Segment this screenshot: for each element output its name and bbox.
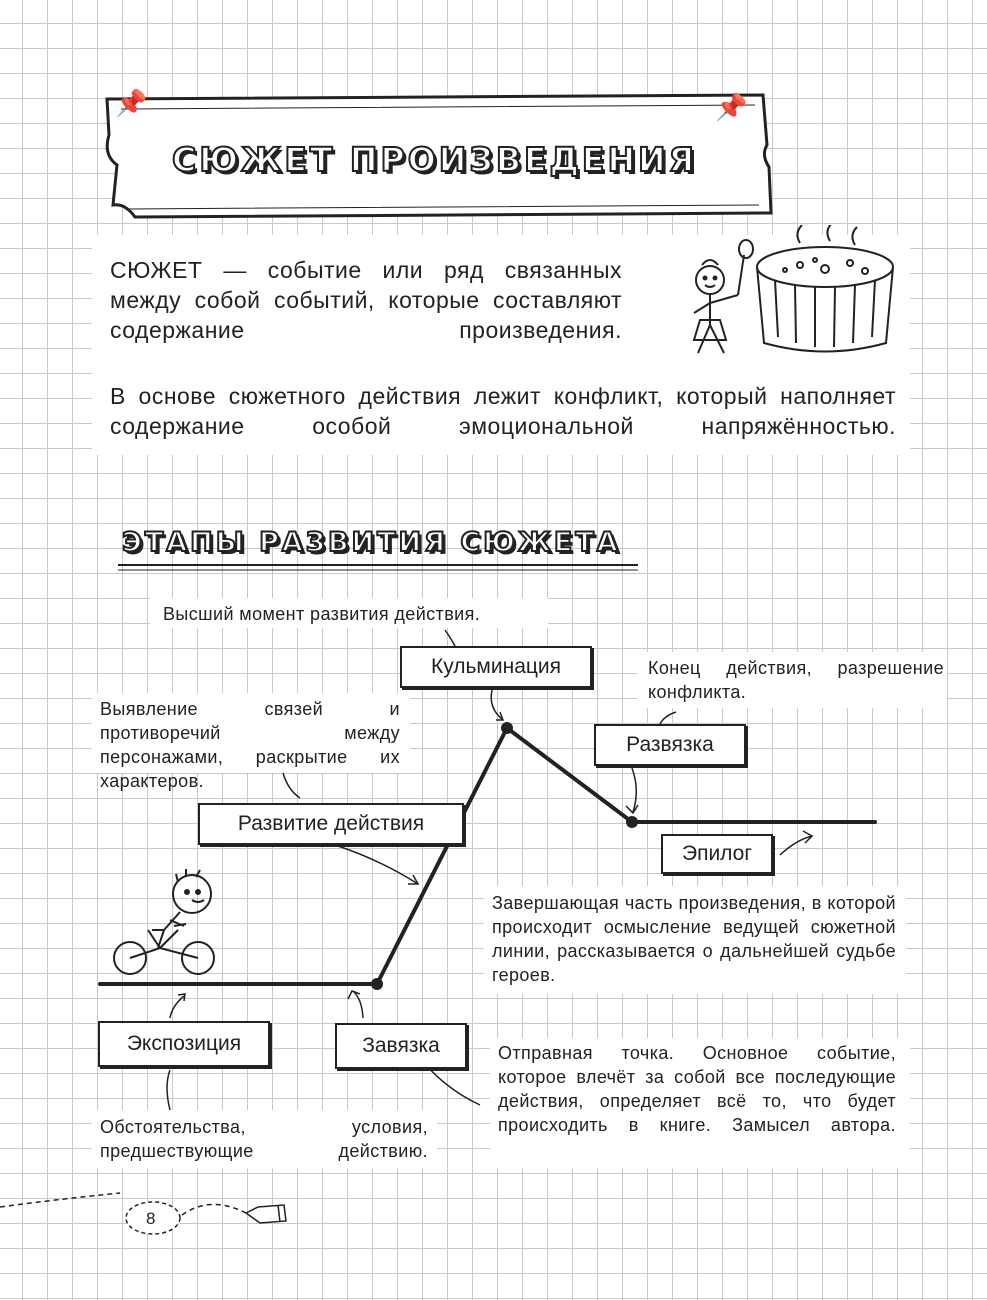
stage-development: Развитие действия bbox=[198, 803, 464, 845]
page-title: СЮЖЕТ ПРОИЗВЕДЕНИЯ bbox=[172, 140, 698, 179]
stage-climax: Кульминация bbox=[400, 646, 592, 688]
note-tie: Отправная точка. Основное событие, которое влечёт за собой все последующие действия, определяет всё то, что будет происходить в книге. Замысел автора. bbox=[498, 1043, 896, 1135]
pin-right-icon: 📌 bbox=[715, 92, 748, 122]
pin-left-icon: 📌 bbox=[115, 88, 148, 118]
note-epilogue: Завершающая часть произведения, в которой происходит осмысление ведущей сюжетной линии, рассказывается о дальнейшей судьбе героев. bbox=[492, 893, 896, 985]
stage-denouement: Развязка bbox=[594, 724, 746, 766]
stage-tie: Завязка bbox=[335, 1023, 467, 1069]
stage-epilogue: Эпилог bbox=[661, 834, 773, 874]
note-denouement: Конец действия, разрешение конфликта. bbox=[648, 658, 944, 702]
note-climax: Высший момент развития действия. bbox=[163, 604, 481, 624]
section-title: ЭТАПЫ РАЗВИТИЯ СЮЖЕТА bbox=[122, 527, 621, 558]
note-exposition: Обстоятельства, условия, предшествующие действию. bbox=[100, 1117, 428, 1161]
boy-on-bicycle-illustration bbox=[108, 868, 228, 980]
definition-paragraph: СЮЖЕТ — событие или ряд связанных между собой событий, которые составляют содержание произведения. bbox=[110, 257, 622, 343]
page-number: 8 bbox=[146, 1209, 156, 1228]
conflict-paragraph: В основе сюжетного действия лежит конфликт, который наполняет содержание особой эмоциональной напряжённостью. bbox=[110, 383, 896, 439]
note-development: Выявление связей и противоречий между персонажами, раскрытие их характеров. bbox=[100, 699, 400, 791]
stage-exposition: Экспозиция bbox=[98, 1021, 270, 1067]
